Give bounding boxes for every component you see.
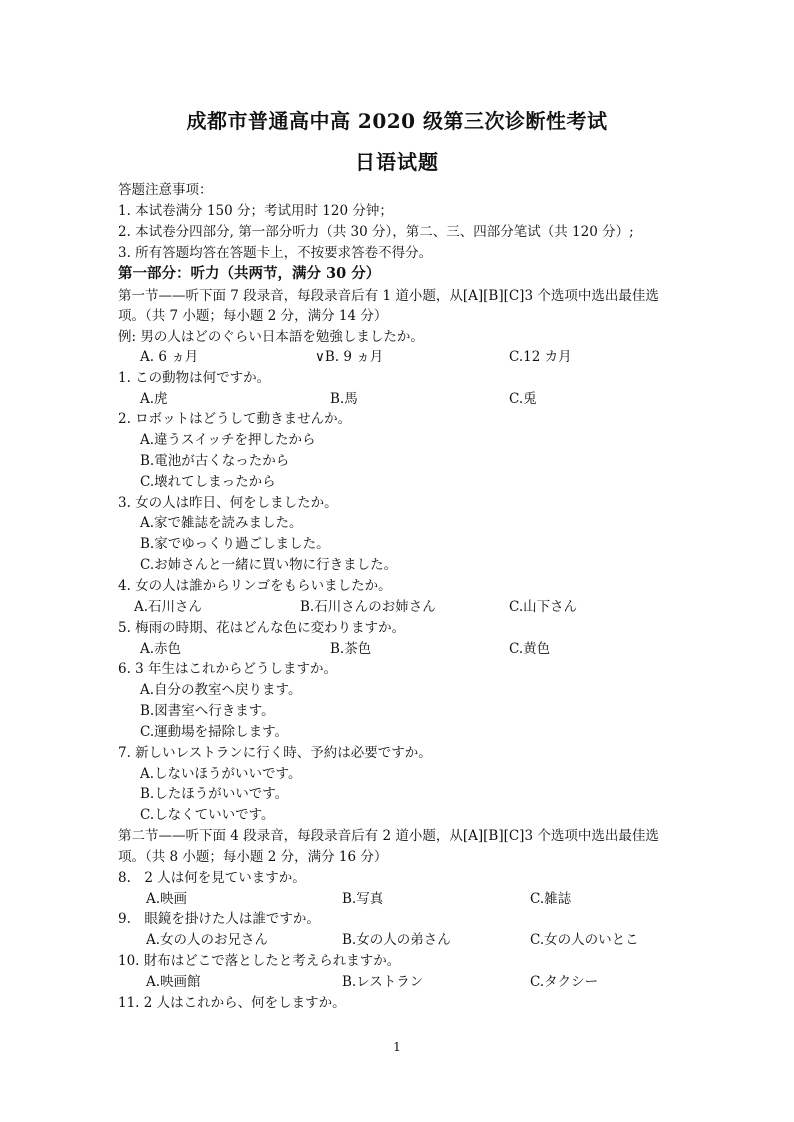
option: B.馬	[330, 391, 358, 407]
option: B.図書室へ行きます。	[140, 703, 275, 719]
option: B.レストラン	[342, 974, 424, 990]
question: 1. この動物は何ですか。	[118, 370, 271, 386]
note-item: 3. 所有答题均答在答题卡上，不按要求答卷不得分。	[118, 245, 433, 261]
option: C.黄色	[509, 641, 551, 657]
example-option: C.12 カ月	[509, 349, 572, 365]
option: B.電池が古くなったから	[140, 453, 290, 469]
option: B.石川さんのお姉さん	[300, 599, 436, 615]
option: A.赤色	[140, 641, 182, 657]
option: C.雑誌	[530, 891, 572, 907]
section1-intro: 第一节——听下面 7 段录音，每段录音后有 1 道小题，从[A][B][C]3 个选项中选出最佳选	[118, 288, 659, 304]
option: B.女の人の弟さん	[342, 932, 451, 948]
section2-intro: 项。（共 8 小题；每小题 2 分，满分 16 分）	[118, 849, 388, 865]
question: 8. 2 人は何を見ていますか。	[118, 870, 306, 886]
option: B.家でゆっくり過ごしました。	[140, 536, 330, 552]
option: A.家で雑誌を読みました。	[140, 515, 303, 531]
option: C.タクシー	[530, 974, 599, 990]
question: 6. 3 年生はこれからどうしますか。	[118, 661, 338, 677]
option: A.女の人のお兄さん	[146, 932, 269, 948]
question: 11. 2 人はこれから、何をしますか。	[118, 995, 346, 1011]
option: B.茶色	[330, 641, 372, 657]
option: C.山下さん	[509, 599, 578, 615]
question: 7. 新しいレストランに行く時、予約は必要ですか。	[118, 745, 432, 761]
exam-subject: 日语试题	[355, 150, 439, 174]
option: C.壊れてしまったから	[140, 474, 276, 490]
option: B.写真	[342, 891, 384, 907]
notes-heading: 答题注意事项：	[118, 182, 213, 198]
section2-intro: 第二节——听下面 4 段录音，每段录音后有 2 道小题，从[A][B][C]3 个选项中选出最佳选	[118, 828, 659, 844]
question: 9. 眼鏡を掛けた人は誰ですか。	[118, 911, 320, 927]
option: A.映画館	[146, 974, 201, 990]
option: C.しなくていいです。	[140, 807, 275, 823]
question: 3. 女の人は昨日、何をしましたか。	[118, 495, 338, 511]
section1-intro: 项。（共 7 小题；每小题 2 分，满分 14 分）	[118, 308, 388, 324]
example-option: A. 6 ヵ月	[140, 349, 199, 365]
option: A.しないほうがいいです。	[140, 766, 302, 782]
part1-heading: 第一部分：听力（共两节，满分 30 分）	[118, 265, 381, 282]
option: C.運動場を掃除します。	[140, 724, 289, 740]
option: A.映画	[146, 891, 188, 907]
option: A.石川さん	[134, 599, 203, 615]
option: B.したほうがいいです。	[140, 786, 289, 802]
option: C.女の人のいとこ	[530, 932, 639, 948]
question: 4. 女の人は誰からリンゴをもらいましたか。	[118, 578, 392, 594]
question: 2. ロボットはどうして動きませんか。	[118, 411, 352, 427]
exam-title: 成都市普通高中高 2020 级第三次诊断性考试	[186, 109, 608, 133]
question: 5. 梅雨の時期、花はどんな色に変わりますか。	[118, 620, 406, 636]
note-item: 2. 本试卷分四部分, 第一部分听力（共 30 分），第二、三、四部分笔试（共 120 分）;	[118, 224, 634, 240]
page-number: 1	[393, 1040, 401, 1054]
question: 10. 財布はどこで落としたと考えられますか。	[118, 953, 401, 969]
option: C.兎	[509, 391, 537, 407]
example-option: ∨B. 9 ヵ月	[315, 349, 384, 365]
option: C.お姉さんと一緒に買い物に行きました。	[140, 557, 398, 573]
option: A.違うスイッチを押したから	[140, 432, 316, 448]
example-question: 例: 男の人はどのぐらい日本語を勉強しましたか。	[118, 329, 424, 345]
option: A.虎	[140, 391, 168, 407]
option: A.自分の教室へ戻ります。	[140, 682, 302, 698]
note-item: 1. 本试卷满分 150 分；考试用时 120 分钟；	[118, 203, 393, 219]
